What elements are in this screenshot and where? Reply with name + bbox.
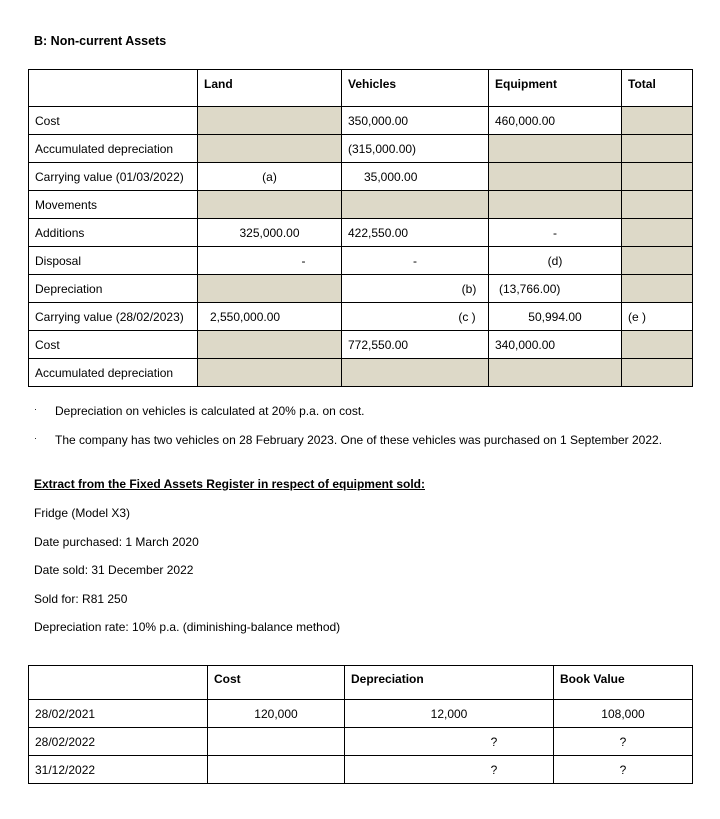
note-text: Depreciation on vehicles is calculated at 20% p.a. on cost. (55, 404, 365, 418)
land-cell (198, 331, 342, 359)
table-row (29, 191, 693, 219)
total-cell (622, 247, 693, 275)
header-blank (29, 666, 208, 700)
equipment-cell: 460,000.00 (489, 107, 622, 135)
equipment-cell (489, 359, 622, 387)
book-value-cell: 108,000 (554, 700, 693, 728)
table-row (29, 219, 693, 247)
land-cell: 325,000.00 (198, 219, 342, 247)
vehicles-cell: 772,550.00 (342, 331, 489, 359)
depreciation-cell: ? (345, 756, 554, 784)
table-row (29, 303, 693, 331)
section-title: B: Non-current Assets (34, 34, 167, 48)
extract-line: Sold for: R81 250 (34, 592, 128, 606)
total-cell (622, 331, 693, 359)
cost-cell (208, 756, 345, 784)
table-row (29, 163, 693, 191)
note-text: The company has two vehicles on 28 February 2023. One of these vehicles was purchased on 1 September 2022. (55, 433, 663, 447)
cost-cell: 120,000 (208, 700, 345, 728)
total-cell (622, 219, 693, 247)
row-label: Accumulated depreciation (29, 135, 198, 163)
land-cell: - (198, 247, 342, 275)
table-row (29, 359, 693, 387)
vehicles-cell: 350,000.00 (342, 107, 489, 135)
equipment-cell: 340,000.00 (489, 331, 622, 359)
non-current-assets-table (28, 69, 693, 387)
vehicles-cell: (b) (342, 275, 489, 303)
vehicles-cell (342, 191, 489, 219)
date-cell: 28/02/2022 (29, 728, 208, 756)
land-cell (198, 191, 342, 219)
row-label: Disposal (29, 247, 198, 275)
land-cell (198, 107, 342, 135)
total-cell (622, 163, 693, 191)
table-row (29, 331, 693, 359)
table-row (29, 700, 693, 728)
vehicles-cell: (c ) (342, 303, 489, 331)
total-cell (622, 191, 693, 219)
table-header-row (29, 70, 693, 107)
header-equipment: Equipment (489, 70, 622, 107)
extract-line: Depreciation rate: 10% p.a. (diminishing-balance method) (34, 620, 341, 634)
equipment-cell: (d) (489, 247, 622, 275)
book-value-cell: ? (554, 756, 693, 784)
row-label: Depreciation (29, 275, 198, 303)
header-book-value: Book Value (554, 666, 693, 700)
table-row (29, 756, 693, 784)
row-label: Carrying value (01/03/2022) (29, 163, 198, 191)
land-cell (198, 359, 342, 387)
total-cell (622, 107, 693, 135)
depreciation-cell: 12,000 (345, 700, 554, 728)
date-cell: 28/02/2021 (29, 700, 208, 728)
table-row (29, 247, 693, 275)
vehicles-cell: (315,000.00) (342, 135, 489, 163)
land-cell: (a) (198, 163, 342, 191)
bullet-icon: · (34, 404, 37, 414)
header-vehicles: Vehicles (342, 70, 489, 107)
equipment-cell: (13,766.00) (489, 275, 622, 303)
table-row (29, 135, 693, 163)
equipment-cell: 50,994.00 (489, 303, 622, 331)
equipment-cell (489, 191, 622, 219)
cost-cell (208, 728, 345, 756)
row-label: Cost (29, 331, 198, 359)
header-depreciation: Depreciation (345, 666, 554, 700)
row-label: Additions (29, 219, 198, 247)
header-total: Total (622, 70, 693, 107)
table-row (29, 275, 693, 303)
row-label: Accumulated depreciation (29, 359, 198, 387)
land-cell (198, 135, 342, 163)
extract-title: Extract from the Fixed Assets Register in respect of equipment sold: (34, 477, 425, 491)
row-label: Movements (29, 191, 198, 219)
equipment-cell (489, 135, 622, 163)
land-cell: 2,550,000.00 (198, 303, 342, 331)
equipment-cell (489, 163, 622, 191)
extract-line: Date purchased: 1 March 2020 (34, 535, 199, 549)
equipment-cell: - (489, 219, 622, 247)
date-cell: 31/12/2022 (29, 756, 208, 784)
bullet-icon: · (34, 433, 37, 443)
row-label: Cost (29, 107, 198, 135)
vehicles-cell: 35,000.00 (342, 163, 489, 191)
table-row (29, 728, 693, 756)
extract-line: Date sold: 31 December 2022 (34, 563, 194, 577)
total-cell (622, 275, 693, 303)
total-cell: (e ) (622, 303, 693, 331)
book-value-cell: ? (554, 728, 693, 756)
total-cell (622, 135, 693, 163)
vehicles-cell: - (342, 247, 489, 275)
header-blank (29, 70, 198, 107)
table-row (29, 107, 693, 135)
fixed-assets-register-table (28, 665, 693, 784)
total-cell (622, 359, 693, 387)
header-cost: Cost (208, 666, 345, 700)
extract-line: Fridge (Model X3) (34, 506, 131, 520)
vehicles-cell: 422,550.00 (342, 219, 489, 247)
table-header-row (29, 666, 693, 700)
row-label: Carrying value (28/02/2023) (29, 303, 198, 331)
vehicles-cell (342, 359, 489, 387)
land-cell (198, 275, 342, 303)
header-land: Land (198, 70, 342, 107)
depreciation-cell: ? (345, 728, 554, 756)
